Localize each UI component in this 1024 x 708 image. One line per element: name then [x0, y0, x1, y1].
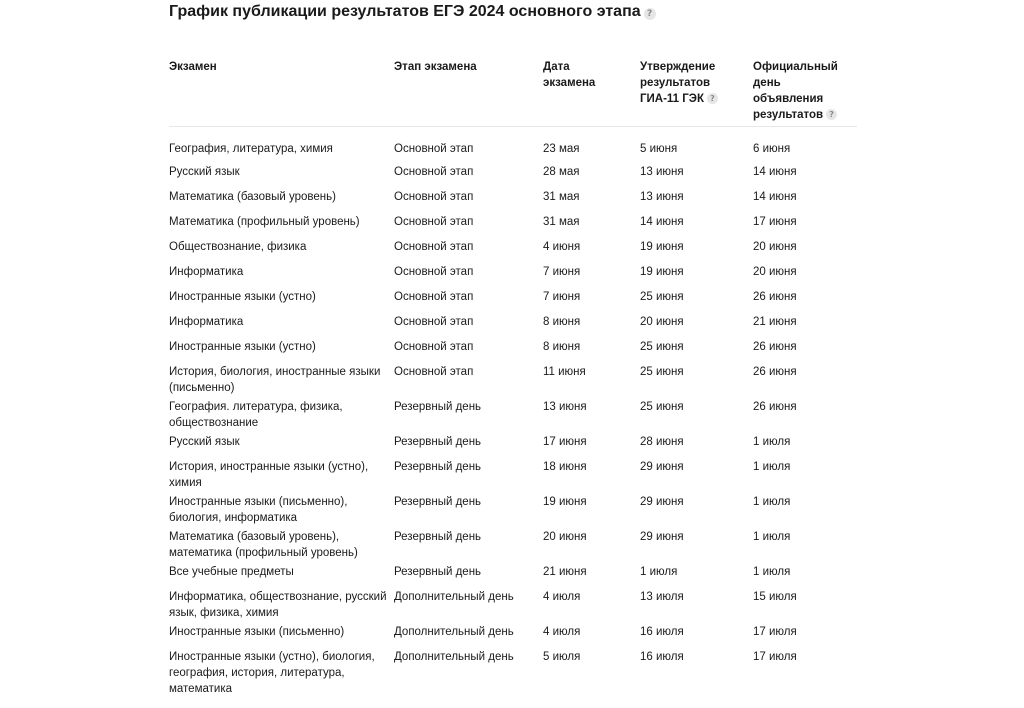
cell-exam: Информатика, обществознание, русский язык, физика, химия	[169, 590, 387, 619]
cell-approval: 13 июля	[640, 590, 684, 603]
cell-exam: Иностранные языки (устно)	[169, 340, 316, 353]
cell-exam: Математика (профильный уровень)	[169, 215, 360, 228]
cell-announce: 20 июня	[753, 240, 797, 253]
cell-approval: 14 июня	[640, 215, 684, 228]
cell-approval: 20 июня	[640, 315, 684, 328]
cell-exam: Информатика	[169, 315, 244, 328]
cell-exam: География, литература, химия	[169, 143, 333, 155]
cell-announce: 6 июня	[753, 143, 791, 155]
table-row	[169, 236, 857, 261]
cell-announce: 1 июля	[753, 530, 791, 543]
cell-stage: Основной этап	[394, 265, 474, 278]
cell-stage: Основной этап	[394, 190, 474, 203]
cell-stage: Основной этап	[394, 365, 474, 378]
cell-stage: Резервный день	[394, 460, 482, 473]
cell-exam: Иностранные языки (письменно), биология, информатика	[169, 495, 348, 524]
cell-exam: Иностранные языки (устно)	[169, 290, 316, 303]
cell-stage: Дополнительный день	[394, 590, 514, 603]
table-row	[169, 646, 857, 697]
cell-date: 17 июня	[543, 435, 587, 448]
cell-announce: 17 июня	[753, 215, 797, 228]
cell-exam: Информатика	[169, 265, 244, 278]
cell-approval: 13 июня	[640, 165, 684, 178]
cell-date: 31 мая	[543, 215, 580, 228]
cell-date: 23 мая	[543, 143, 580, 155]
cell-date: 19 июня	[543, 495, 587, 508]
table-row	[169, 621, 857, 646]
header-date-label: Дата экзамена	[543, 61, 596, 89]
cell-date: 8 июня	[543, 340, 581, 353]
cell-date: 7 июня	[543, 290, 581, 303]
table-row	[169, 491, 857, 526]
announce-help-icon[interactable]: ?	[826, 109, 837, 120]
cell-announce: 21 июня	[753, 315, 797, 328]
cell-announce: 20 июня	[753, 265, 797, 278]
cell-announce: 14 июня	[753, 190, 797, 203]
cell-stage: Основной этап	[394, 143, 474, 155]
header-announce	[753, 43, 857, 127]
cell-exam: Математика (базовый уровень)	[169, 190, 336, 203]
cell-approval: 19 июня	[640, 265, 684, 278]
cell-approval: 13 июня	[640, 190, 684, 203]
header-approval-label: Утверждение результатов ГИА-11 ГЭК	[640, 61, 716, 105]
cell-date: 31 мая	[543, 190, 580, 203]
cell-approval: 29 июня	[640, 495, 684, 508]
header-announce-label: Официальный день объявления результатов	[753, 61, 838, 121]
cell-approval: 25 июня	[640, 340, 684, 353]
cell-announce: 26 июня	[753, 290, 797, 303]
cell-stage: Резервный день	[394, 400, 482, 413]
results-schedule-table	[169, 43, 857, 697]
table-row	[169, 586, 857, 621]
cell-announce: 1 июля	[753, 565, 791, 578]
table-row	[169, 431, 857, 456]
schedule-section	[169, 0, 859, 697]
cell-date: 5 июля	[543, 650, 581, 663]
cell-exam: История, биология, иностранные языки (письменно)	[169, 365, 381, 394]
page-title-text: График публикации результатов ЕГЭ 2024 основного этапа	[169, 3, 641, 20]
cell-approval: 25 июня	[640, 400, 684, 413]
cell-stage: Основной этап	[394, 340, 474, 353]
cell-date: 4 июля	[543, 590, 581, 603]
table-row	[169, 456, 857, 491]
cell-approval: 16 июля	[640, 650, 684, 663]
cell-approval: 16 июля	[640, 625, 684, 638]
cell-stage: Резервный день	[394, 565, 482, 578]
title-help-icon[interactable]: ?	[644, 8, 656, 20]
cell-announce: 17 июля	[753, 625, 797, 638]
table-row	[169, 161, 857, 186]
cell-announce: 1 июля	[753, 460, 791, 473]
table-row	[169, 186, 857, 211]
cell-exam: География. литература, физика, обществознание	[169, 400, 343, 429]
cell-date: 18 июня	[543, 460, 587, 473]
cell-date: 8 июня	[543, 315, 581, 328]
cell-announce: 26 июня	[753, 365, 797, 378]
cell-date: 13 июня	[543, 400, 587, 413]
cell-stage: Основной этап	[394, 315, 474, 328]
cell-approval: 29 июня	[640, 460, 684, 473]
cell-exam: Иностранные языки (письменно)	[169, 625, 345, 638]
table-row	[169, 311, 857, 336]
header-exam: Экзамен	[169, 43, 394, 127]
cell-stage: Резервный день	[394, 495, 482, 508]
cell-exam: Русский язык	[169, 165, 240, 178]
approval-help-icon[interactable]: ?	[707, 93, 718, 104]
table-row	[169, 211, 857, 236]
cell-announce: 1 июля	[753, 495, 791, 508]
table-header	[169, 43, 857, 127]
cell-date: 4 июля	[543, 625, 581, 638]
cell-exam: Обществознание, физика	[169, 240, 307, 253]
cell-approval: 25 июня	[640, 290, 684, 303]
cell-stage: Дополнительный день	[394, 625, 514, 638]
cell-approval: 29 июня	[640, 530, 684, 543]
cell-date: 7 июня	[543, 265, 581, 278]
table-row	[169, 127, 857, 161]
cell-approval: 25 июня	[640, 365, 684, 378]
cell-exam: Все учебные предметы	[169, 565, 294, 578]
table-row	[169, 286, 857, 311]
cell-stage: Основной этап	[394, 290, 474, 303]
table-body	[169, 127, 857, 697]
cell-exam: Русский язык	[169, 435, 240, 448]
cell-date: 28 мая	[543, 165, 580, 178]
cell-date: 11 июня	[543, 365, 586, 378]
page-title	[169, 0, 859, 22]
cell-stage: Основной этап	[394, 165, 474, 178]
header-date	[543, 43, 640, 127]
cell-exam: Иностранные языки (устно), биология, география, история, литература, математика	[169, 650, 375, 695]
table-row	[169, 526, 857, 561]
cell-date: 4 июня	[543, 240, 581, 253]
cell-exam: Математика (базовый уровень), математика (профильный уровень)	[169, 530, 358, 559]
cell-exam: История, иностранные языки (устно), химия	[169, 460, 369, 489]
cell-date: 20 июня	[543, 530, 587, 543]
cell-approval: 5 июня	[640, 143, 678, 155]
table-row	[169, 361, 857, 396]
cell-announce: 14 июня	[753, 165, 797, 178]
cell-stage: Резервный день	[394, 435, 482, 448]
table-row	[169, 261, 857, 286]
cell-stage: Основной этап	[394, 215, 474, 228]
cell-stage: Дополнительный день	[394, 650, 514, 663]
cell-announce: 17 июля	[753, 650, 797, 663]
cell-announce: 1 июля	[753, 435, 791, 448]
cell-approval: 1 июля	[640, 565, 678, 578]
cell-approval: 28 июня	[640, 435, 684, 448]
cell-stage: Резервный день	[394, 530, 482, 543]
header-stage: Этап экзамена	[394, 43, 543, 127]
table-row	[169, 396, 857, 431]
cell-announce: 26 июня	[753, 340, 797, 353]
cell-approval: 19 июня	[640, 240, 684, 253]
table-row	[169, 561, 857, 586]
header-approval	[640, 43, 753, 127]
cell-announce: 26 июня	[753, 400, 797, 413]
cell-stage: Основной этап	[394, 240, 474, 253]
cell-announce: 15 июля	[753, 590, 797, 603]
cell-date: 21 июня	[543, 565, 587, 578]
table-row	[169, 336, 857, 361]
